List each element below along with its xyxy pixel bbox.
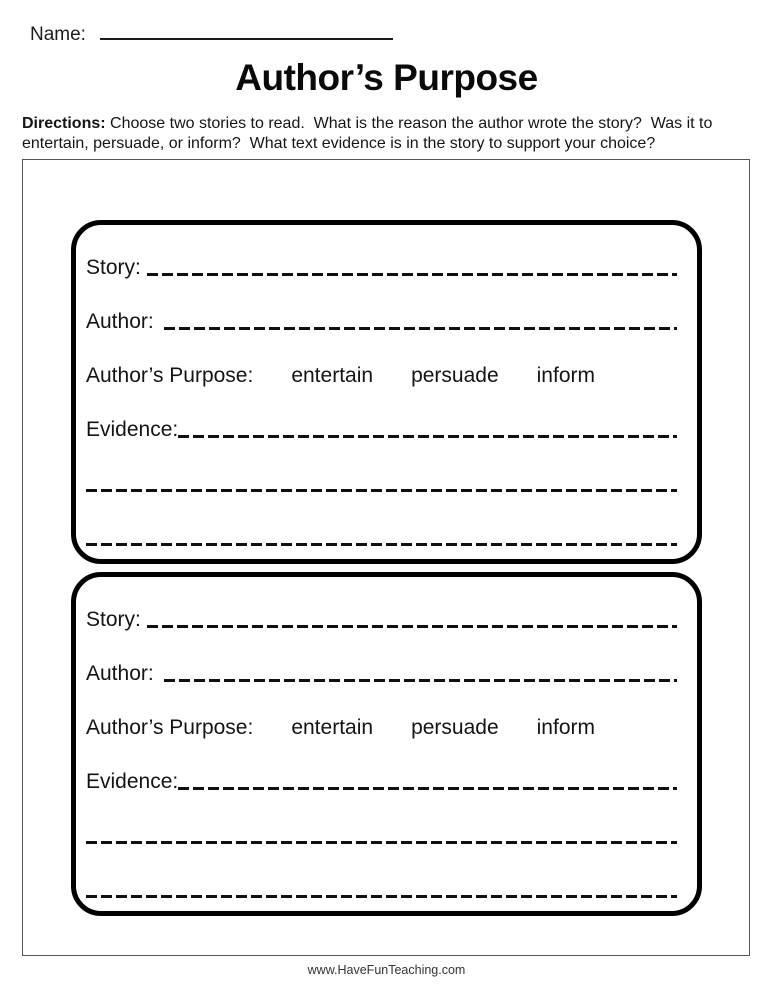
purpose-row xyxy=(86,687,677,741)
purpose-option-persuade: persuade xyxy=(411,716,499,740)
purpose-option-entertain: entertain xyxy=(291,716,374,740)
footer-url: www.HaveFunTeaching.com xyxy=(307,963,466,978)
author-label: Author: xyxy=(86,662,154,686)
story-answer-line xyxy=(147,625,677,628)
author-answer-line xyxy=(164,679,677,682)
evidence-answer-line xyxy=(178,787,677,790)
story-card-1 xyxy=(71,220,702,564)
directions-text: Choose two stories to read. What is the reason the author wrote the story? Was it to entertain, persuade, or inform? What text evidence is in the story to support your choice? xyxy=(22,115,717,152)
author-row xyxy=(86,633,677,687)
name-label: Name: xyxy=(30,24,86,45)
worksheet-frame xyxy=(22,159,750,956)
writing-line xyxy=(86,841,677,844)
story-answer-line xyxy=(147,273,677,276)
author-row xyxy=(86,281,677,335)
story-label: Story: xyxy=(86,608,141,632)
story-card-2 xyxy=(71,572,702,916)
author-label: Author: xyxy=(86,310,154,334)
name-answer-line xyxy=(100,26,393,40)
purpose-option-persuade: persuade xyxy=(411,364,499,388)
story-label: Story: xyxy=(86,256,141,280)
story-row xyxy=(86,227,677,281)
writing-line-row xyxy=(86,795,677,849)
writing-line xyxy=(86,489,677,492)
purpose-option-inform: inform xyxy=(536,364,595,388)
evidence-label: Evidence: xyxy=(86,770,179,794)
evidence-label: Evidence: xyxy=(86,418,179,442)
evidence-row xyxy=(86,741,677,795)
evidence-row xyxy=(86,389,677,443)
writing-line-row xyxy=(86,497,677,551)
writing-line xyxy=(86,543,677,546)
directions xyxy=(22,114,753,153)
writing-line-row xyxy=(86,443,677,497)
story-row xyxy=(86,579,677,633)
author-answer-line xyxy=(164,327,677,330)
writing-line-row xyxy=(86,849,677,903)
name-row xyxy=(0,0,773,46)
purpose-option-inform: inform xyxy=(536,716,595,740)
evidence-answer-line xyxy=(178,435,677,438)
purpose-label: Author’s Purpose: xyxy=(86,716,254,740)
writing-line xyxy=(86,895,677,898)
purpose-label: Author’s Purpose: xyxy=(86,364,254,388)
page-title: Author’s Purpose xyxy=(235,57,538,98)
directions-label: Directions: xyxy=(22,115,106,132)
purpose-option-entertain: entertain xyxy=(291,364,374,388)
purpose-row xyxy=(86,335,677,389)
